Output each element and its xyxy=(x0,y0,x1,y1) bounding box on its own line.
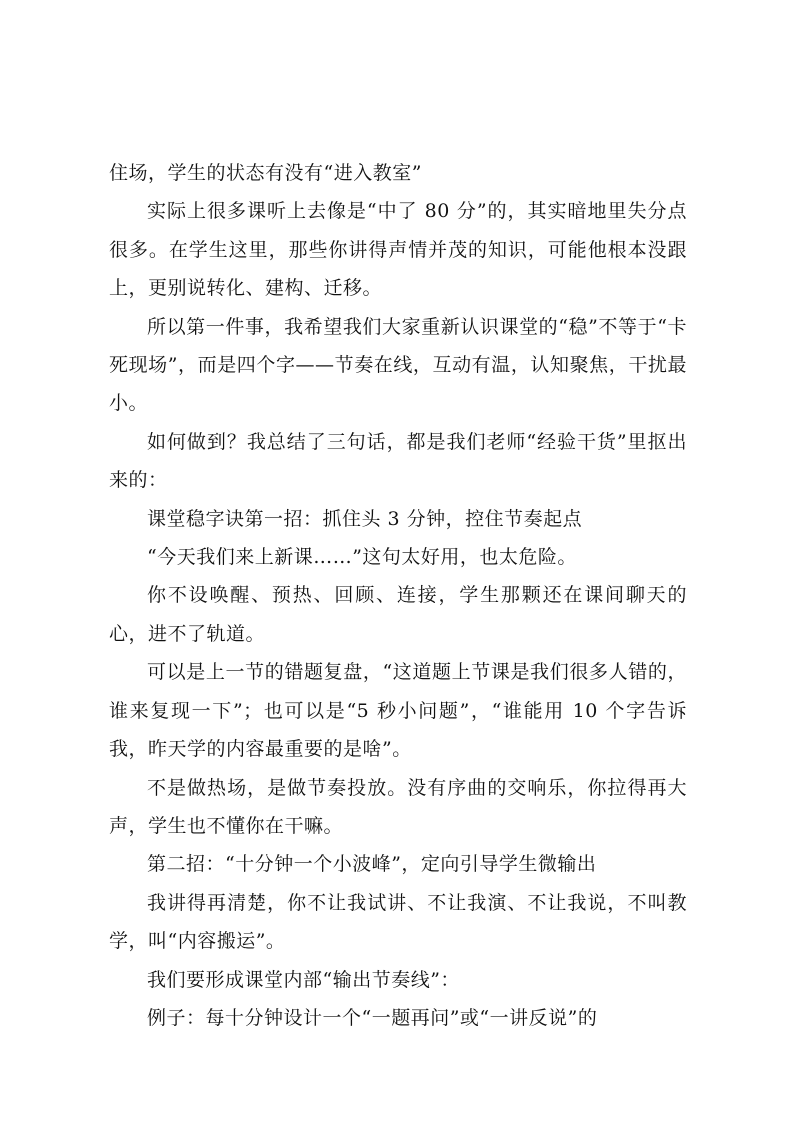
paragraph-9: 不是做热场，是做节奏投放。没有序曲的交响乐，你拉得再大声，学生也不懂你在干嘛。 xyxy=(109,776,687,837)
paragraph-2: 实际上很多课听上去像是“中了 80 分”的，其实暗地里失分点很多。在学生这里，那些你讲得声情并茂的知识，可能他根本没跟上，更别说转化、建构、迁移。 xyxy=(109,200,687,300)
paragraph-4: 如何做到？我总结了三句话，都是我们老师“经验干货”里抠出来的： xyxy=(109,430,687,492)
paragraph-7: 你不设唤醒、预热、回顾、连接，学生那颗还在课间聊天的心，进不了轨道。 xyxy=(109,584,687,645)
paragraph-13: 例子：每十分钟设计一个“一题再问”或“一讲反说”的 xyxy=(147,1006,598,1029)
paragraph-8: 可以是上一节的错题复盘，“这道题上节课是我们很多人错的，谁来复现一下”；也可以是“5 秒小问题”，“谁能用 10 个字告诉我，昨天学的内容最重要的是啥”。 xyxy=(109,661,687,761)
paragraph-12: 我们要形成课堂内部“输出节奏线”： xyxy=(147,968,460,991)
paragraph-6: “今天我们来上新课……”这句太好用，也太危险。 xyxy=(147,546,577,569)
paragraph-5: 课堂稳字诀第一招：抓住头 3 分钟，控住节奏起点 xyxy=(147,507,583,530)
paragraph-1: 住场，学生的状态有没有“进入教室” xyxy=(109,162,422,184)
paragraph-10: 第二招：“十分钟一个小波峰”，定向引导学生微输出 xyxy=(147,853,597,876)
paragraph-3: 所以第一件事，我希望我们大家重新认识课堂的“稳”不等于“卡死现场”，而是四个字——节奏在线，互动有温，认知聚焦，干扰最小。 xyxy=(109,315,687,415)
document-body xyxy=(109,154,687,1037)
paragraph-11: 我讲得再清楚，你不让我试讲、不让我演、不让我说，不叫教学，叫“内容搬运”。 xyxy=(109,891,687,953)
